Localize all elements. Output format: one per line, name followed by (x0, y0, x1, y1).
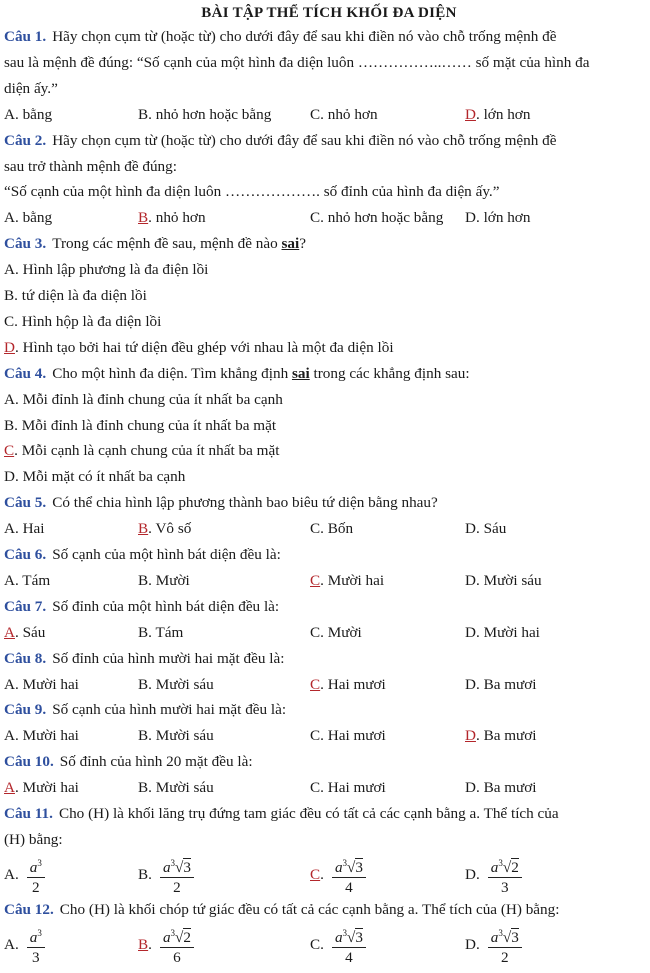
option-letter: D (4, 468, 15, 486)
square-root: √3 (502, 928, 519, 946)
option-text: Mười sáu (155, 779, 214, 797)
option-text: Mỗi đỉnh là đỉnh chung của ít nhất ba cạnh (22, 390, 283, 408)
question-4 (4, 361, 650, 491)
answer-option: B. tứ diện là đa diện lồi (4, 287, 147, 305)
answer-option: D. Mỗi mặt có ít nhất ba cạnh (4, 468, 186, 486)
answer-option: C. Hai mươi (310, 779, 386, 797)
answer-options (4, 853, 650, 897)
option-text: Mười hai (22, 727, 79, 745)
question-text-line (4, 697, 650, 723)
radicand: 3 (355, 858, 363, 876)
question-text-line (4, 128, 650, 154)
question-text: ? (299, 235, 306, 253)
option-letter: C (310, 675, 321, 693)
option-text: Hai mươi (327, 779, 386, 797)
question-text-line (4, 897, 650, 923)
option-text: Mười hai (22, 675, 79, 693)
question-6 (4, 542, 650, 594)
option-text: Sáu (483, 520, 507, 538)
answer-options (4, 568, 650, 594)
answer-options (4, 723, 650, 749)
question-label: Câu 7. (4, 597, 47, 615)
question-9 (4, 697, 650, 749)
option-letter: C (310, 935, 321, 953)
option-letter: D (465, 520, 476, 538)
answer-option: B. nhỏ hơn hoặc bằng (138, 105, 272, 123)
exponent: 3 (37, 857, 42, 868)
base: a (162, 858, 171, 876)
base: a (334, 928, 343, 946)
answer-option: D. Ba mươi (465, 779, 537, 797)
question-text-line (4, 231, 650, 257)
option-text: nhỏ hơn (327, 105, 378, 123)
question-text-line (4, 542, 650, 568)
option-letter: A (4, 675, 15, 693)
answer-option: D. lớn hơn (465, 209, 531, 227)
option-letter: A (4, 727, 15, 745)
exponent: 3 (37, 927, 42, 938)
exponent: 3 (498, 927, 503, 938)
option-text: Mỗi đỉnh là đỉnh chung của ít nhất ba mặt (21, 416, 277, 434)
answer-option: C. Mỗi cạnh là cạnh chung của ít nhất ba mặt (4, 442, 280, 460)
numerator (332, 854, 366, 878)
option-letter: D (465, 571, 476, 589)
option-letter: C (310, 105, 321, 123)
fraction (332, 924, 366, 967)
exponent: 3 (342, 927, 348, 938)
square-root: √3 (175, 858, 191, 876)
answer-option: C. $\frac{a^3√3}{4}$ (310, 923, 366, 967)
question-11 (4, 801, 650, 897)
radicand: 2 (183, 928, 191, 946)
question-text-line (4, 361, 650, 387)
denominator: 2 (32, 878, 40, 896)
question-text: Số đỉnh của hình 20 mặt đều là: (59, 753, 253, 771)
denominator: 2 (173, 878, 181, 896)
question-text: trong các khẳng định sau: (309, 364, 470, 382)
denominator: 4 (345, 948, 353, 966)
option-text: Sáu (22, 623, 46, 641)
question-label: Câu 2. (4, 131, 47, 149)
question-3 (4, 231, 650, 361)
question-text-line (4, 749, 650, 775)
numerator (27, 924, 45, 948)
answer-option: C. nhỏ hơn hoặc bằng (310, 209, 444, 227)
question-list (4, 24, 650, 967)
answer-option: B. $\frac{a^3√3}{2}$ (138, 853, 194, 897)
answer-option: A. Mười hai (4, 779, 79, 797)
answer-option: D. $\frac{a^3√2}{3}$ (465, 853, 522, 897)
option-letter: B (138, 727, 149, 745)
radicand: 3 (355, 928, 363, 946)
base: a (490, 858, 499, 876)
option-text: Ba mươi (483, 779, 537, 797)
question-text: (H) bằng: (4, 830, 63, 848)
option-text: Mười hai (483, 623, 540, 641)
option-letter: B (138, 209, 149, 227)
document-title: BÀI TẬP THỂ TÍCH KHỐI ĐA DIỆN (201, 5, 457, 21)
radicand: 3 (511, 928, 519, 946)
option-letter: D (465, 675, 476, 693)
question-label: Câu 1. (4, 28, 47, 45)
question-text-line (4, 827, 650, 853)
answer-option: B. Mười (138, 571, 190, 589)
option-letter: B (138, 571, 149, 589)
square-root: √3 (347, 858, 363, 876)
option-letter: C (310, 520, 321, 538)
answer-option: D. lớn hơn (465, 105, 531, 123)
answer-option: B. Tám (138, 623, 184, 641)
option-letter: B (138, 935, 149, 953)
question-text: Số cạnh của một hình bát diện đều là: (52, 546, 281, 564)
option-text: Mỗi cạnh là cạnh chung của ít nhất ba mặt (21, 442, 280, 460)
answer-options (4, 620, 650, 646)
question-text: Hãy chọn cụm từ (hoặc từ) cho dưới đây để sau khi điền nó vào chỗ trống mệnh đề (52, 28, 557, 45)
question-1 (4, 24, 650, 128)
answer-option: A. bằng (4, 105, 53, 123)
option-text: Ba mươi (483, 675, 537, 693)
option-letter: B (138, 675, 149, 693)
answer-option: A. $\frac{a^3}{3}$ (4, 923, 45, 967)
square-root: √2 (175, 928, 191, 946)
numerator (27, 854, 45, 878)
answer-option: C. $\frac{a^3√3}{4}$ (310, 853, 366, 897)
option-text: tứ diện là đa diện lồi (21, 287, 147, 305)
option-text: Mười sáu (483, 571, 542, 589)
question-text: “Số cạnh của một hình đa diện luôn ………………. số đỉnh của hình đa diện ấy.” (4, 183, 500, 201)
answer-option: A. $\frac{a^3}{2}$ (4, 853, 45, 897)
base: a (29, 858, 38, 876)
question-text: sau trở thành mệnh đề đúng: (4, 157, 177, 175)
question-text: diện ấy.” (4, 79, 58, 97)
question-text-line (4, 154, 650, 180)
answer-option: B. Mười sáu (138, 675, 214, 693)
base: a (334, 858, 343, 876)
question-2 (4, 128, 650, 232)
question-text-line (4, 490, 650, 516)
answer-option: D. Ba mươi (465, 727, 537, 745)
answer-option: C. Hai mươi (310, 727, 386, 745)
answer-option: D. Mười sáu (465, 571, 542, 589)
question-text-line (4, 76, 650, 102)
answer-option: A. Mười hai (4, 675, 79, 693)
answer-options (4, 672, 650, 698)
question-text-line (4, 24, 650, 50)
option-text: Tám (155, 623, 184, 641)
option-text: Mỗi mặt có ít nhất ba cạnh (22, 468, 186, 486)
option-letter: A (4, 261, 15, 279)
question-text-line (4, 594, 650, 620)
question-text: Cho (H) là khối chóp tứ giác đều có tất cả các cạnh bằng a. Thể tích của (H) bằng: (59, 900, 560, 918)
answer-option: B. $\frac{a^3√2}{6}$ (138, 923, 194, 967)
question-text: Hãy chọn cụm từ (hoặc từ) cho dưới đây để sau khi điền nó vào chỗ trống mệnh đề (52, 131, 557, 149)
answer-option: B. Vô số (138, 520, 192, 538)
fraction (488, 924, 522, 967)
option-text: nhỏ hơn hoặc bằng (155, 105, 272, 123)
emphasis-text: sai (291, 364, 310, 382)
option-text: Mười (155, 571, 190, 589)
option-text: Mười (327, 623, 362, 641)
answer-option: D. Ba mươi (465, 675, 537, 693)
option-text: lớn hơn (483, 105, 531, 123)
answer-option: A. Tám (4, 571, 51, 589)
option-letter: C (310, 779, 321, 797)
answer-option: D. $\frac{a^3√3}{2}$ (465, 923, 522, 967)
option-letter: A (4, 571, 15, 589)
option-letter: D (465, 623, 476, 641)
option-text: bằng (22, 209, 53, 227)
question-text: Cho (H) là khối lăng trụ đứng tam giác đều có tất cả các cạnh bằng a. Thể tích của (58, 805, 559, 823)
option-letter: C (310, 209, 321, 227)
option-text: Mười sáu (155, 727, 214, 745)
base: a (162, 928, 171, 946)
answer-option: C. nhỏ hơn (310, 105, 378, 123)
question-text-line (4, 646, 650, 672)
option-letter: C (310, 571, 321, 589)
option-letter: A (4, 209, 15, 227)
option-letter: D (465, 727, 476, 745)
option-text: Hình hộp là đa diện lồi (21, 312, 162, 330)
exponent: 3 (498, 857, 503, 868)
option-letter: C (4, 442, 15, 460)
option-text: Hình tạo bởi hai tứ diện đều ghép với nhau là một đa diện lồi (22, 338, 394, 356)
question-label: Câu 6. (4, 546, 47, 564)
exponent: 3 (342, 857, 348, 868)
question-label: Câu 12. (4, 900, 54, 918)
answer-options (4, 923, 650, 967)
fraction (27, 854, 45, 897)
option-letter: B (4, 287, 15, 305)
option-letter: A (4, 623, 15, 641)
question-text-line (4, 179, 650, 205)
numerator (488, 854, 522, 878)
answer-option: A. Hai (4, 520, 45, 538)
answer-option: C. Bốn (310, 520, 354, 538)
option-text: Tám (22, 571, 51, 589)
option-text: Mười hai (327, 571, 385, 589)
answer-option: B. nhỏ hơn (138, 209, 206, 227)
question-12 (4, 897, 650, 967)
option-letter: D (465, 865, 476, 883)
option-text: Mười hai (22, 779, 79, 797)
option-letter: B (138, 105, 149, 123)
emphasis-text: sai (281, 235, 300, 253)
square-root: √2 (502, 858, 519, 876)
question-label: Câu 9. (4, 701, 47, 719)
option-text: Hai (22, 520, 45, 538)
numerator (160, 854, 194, 878)
option-letter: A (4, 105, 15, 123)
square-root: √3 (347, 928, 363, 946)
option-text: nhỏ hơn hoặc bằng (327, 209, 444, 227)
question-text-line (4, 801, 650, 827)
answer-option: D. Hình tạo bởi hai tứ diện đều ghép với nhau là một đa diện lồi (4, 338, 394, 356)
question-text-line (4, 50, 650, 76)
question-text: Có thể chia hình lập phương thành bao biêu tứ diện bằng nhau? (52, 494, 438, 512)
answer-option: C. Mười hai (310, 571, 385, 589)
answer-options (4, 205, 650, 231)
numerator (488, 924, 522, 948)
fraction (160, 854, 194, 897)
option-letter: B (138, 623, 149, 641)
exponent: 3 (170, 857, 176, 868)
option-letter: B (138, 779, 149, 797)
base: a (29, 928, 38, 946)
denominator: 3 (32, 948, 40, 966)
question-5 (4, 490, 650, 542)
question-text: Số cạnh của hình mười hai mặt đều là: (52, 701, 287, 719)
answer-option: A. bằng (4, 209, 53, 227)
option-text: nhỏ hơn (155, 209, 206, 227)
answer-option: A. Hình lập phương là đa điện lồi (4, 261, 209, 279)
answer-option: A. Mười hai (4, 727, 79, 745)
answer-option: A. Sáu (4, 623, 46, 641)
option-letter: C (310, 865, 321, 883)
question-text: sau là mệnh đề đúng: “Số cạnh của một hình đa diện luôn ……………..…… số mặt của hình đa (4, 53, 590, 71)
numerator (332, 924, 366, 948)
option-letter: B (4, 416, 15, 434)
option-letter: A (4, 935, 15, 953)
exponent: 3 (170, 927, 176, 938)
option-letter: A (4, 865, 15, 883)
question-text: Cho một hình đa diện. Tìm khẳng định (52, 364, 292, 382)
answer-options (4, 775, 650, 801)
question-8 (4, 646, 650, 698)
question-text: Số đỉnh của một hình bát diện đều là: (52, 597, 280, 615)
fraction (27, 924, 45, 967)
question-label: Câu 5. (4, 494, 47, 512)
answer-option: A. Mỗi đỉnh là đỉnh chung của ít nhất ba cạnh (4, 390, 283, 408)
option-letter: D (465, 209, 476, 227)
question-label: Câu 10. (4, 753, 54, 771)
answer-options (4, 102, 650, 128)
fraction (332, 854, 366, 897)
option-text: Bốn (327, 520, 354, 538)
option-text: Hai mươi (327, 727, 386, 745)
question-10 (4, 749, 650, 801)
option-text: Hình lập phương là đa điện lồi (22, 261, 209, 279)
answer-option: C. Hình hộp là đa diện lồi (4, 312, 162, 330)
fraction (488, 854, 522, 897)
denominator: 2 (500, 948, 509, 966)
radicand: 3 (183, 858, 191, 876)
answer-option: C. Hai mươi (310, 675, 386, 693)
answer-option: B. Mười sáu (138, 779, 214, 797)
question-label: Câu 3. (4, 235, 47, 253)
option-letter: D (4, 338, 15, 356)
option-letter: A (4, 390, 15, 408)
option-text: Hai mươi (327, 675, 386, 693)
option-letter: C (310, 623, 321, 641)
question-text: Trong các mệnh đề sau, mệnh đề nào (52, 235, 282, 253)
option-text: Ba mươi (483, 727, 537, 745)
question-label: Câu 4. (4, 364, 47, 382)
option-text: bằng (22, 105, 53, 123)
option-letter: B (138, 865, 149, 883)
answer-option: B. Mười sáu (138, 727, 214, 745)
answer-option: B. Mỗi đỉnh là đỉnh chung của ít nhất ba mặt (4, 416, 277, 434)
answer-option: D. Mười hai (465, 623, 540, 641)
radicand: 2 (511, 858, 519, 876)
option-text: lớn hơn (483, 209, 531, 227)
question-label: Câu 11. (4, 805, 53, 823)
base: a (490, 928, 499, 946)
option-text: Vô số (155, 520, 192, 538)
option-letter: A (4, 520, 15, 538)
option-letter: C (4, 312, 15, 330)
question-label: Câu 8. (4, 649, 47, 667)
answer-option: D. Sáu (465, 520, 507, 538)
fraction (160, 924, 194, 967)
option-letter: D (465, 105, 476, 123)
option-text: Mười sáu (155, 675, 214, 693)
question-text: Số đỉnh của hình mười hai mặt đều là: (52, 649, 285, 667)
denominator: 3 (500, 878, 509, 896)
option-letter: D (465, 779, 476, 797)
option-letter: B (138, 520, 149, 538)
option-letter: D (465, 935, 476, 953)
numerator (160, 924, 194, 948)
option-letter: A (4, 779, 15, 797)
question-7 (4, 594, 650, 646)
answer-option: C. Mười (310, 623, 362, 641)
answer-options (4, 516, 650, 542)
option-letter: C (310, 727, 321, 745)
denominator: 6 (173, 948, 181, 966)
denominator: 4 (345, 878, 353, 896)
